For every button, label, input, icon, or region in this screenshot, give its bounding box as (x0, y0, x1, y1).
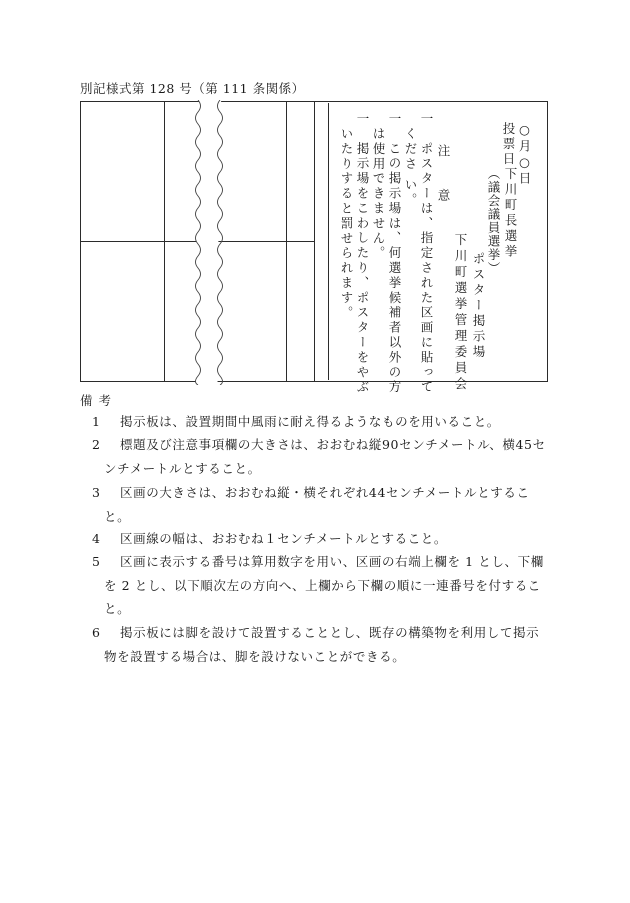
remark-item (92, 410, 552, 434)
remark-item (92, 527, 552, 551)
remark-item (92, 481, 552, 528)
form-caption: 別記様式第 128 号（第 111 条関係） (80, 81, 305, 96)
remark-number: 1 (92, 414, 101, 429)
remark-number: 6 (92, 625, 101, 640)
remark-number: 4 (92, 531, 101, 546)
remark-item (92, 433, 552, 480)
remark-text: 区画線の幅は、おおむね１センチメートルとすること。 (120, 531, 448, 546)
header-vote-label: 投票日 (501, 122, 516, 167)
remark-text: 区画の大きさは、おおむね縦・横それぞれ44センチメートルとすること。 (104, 485, 530, 524)
poster-board-frame (80, 101, 548, 396)
title-poster-board: ポスター掲示場 (471, 252, 486, 361)
remark-text: 掲示板は、設置期間中風雨に耐え得るようなものを用いること。 (120, 414, 500, 429)
notice-item: くださ い。 (403, 127, 418, 208)
notice-item: いたりすると罰せられます。 (339, 127, 354, 321)
remark-number: 5 (92, 554, 101, 569)
notice-item: 一 掲示場をこわしたり、ポスターをやぶ (355, 112, 370, 396)
remark-text: 掲示板には脚を設けて設置することとし、既存の構築物を利用して掲示物を設置する場合は、脚を設けないことができる。 (104, 625, 540, 664)
notice-item: 一 この掲示場は、何選挙候補者以外の方 (387, 112, 402, 396)
remark-number: 2 (92, 437, 101, 452)
notice-heading: 注 意 (436, 144, 451, 204)
remark-text: 標題及び注意事項欄の大きさは、おおむね縦90センチメートル、横45センチメートルとすること。 (104, 437, 546, 476)
notice-item: は使用できません。 (371, 127, 386, 262)
header-date: ○月○日 (517, 122, 532, 187)
remark-number: 3 (92, 485, 101, 500)
notice-item: 一 ポスターは、指定された区画に貼って (419, 112, 434, 396)
committee-name: 下川町選挙管理委員会 (453, 233, 468, 393)
title-column-divider (314, 102, 315, 381)
remark-item (92, 550, 552, 621)
title-election: 下川町長選挙 (503, 167, 518, 260)
remarks-heading: 備 考 (80, 393, 112, 408)
title-council: （議会議員選挙） (486, 167, 501, 275)
remark-item (92, 621, 552, 668)
tear-gap (194, 100, 224, 385)
remark-text: 区画に表示する番号は算用数字を用い、区画の右端上欄を 1 とし、下欄を 2 とし、以下順次左の方向へ、上欄から下欄の順に一連番号を付すること。 (104, 554, 544, 616)
